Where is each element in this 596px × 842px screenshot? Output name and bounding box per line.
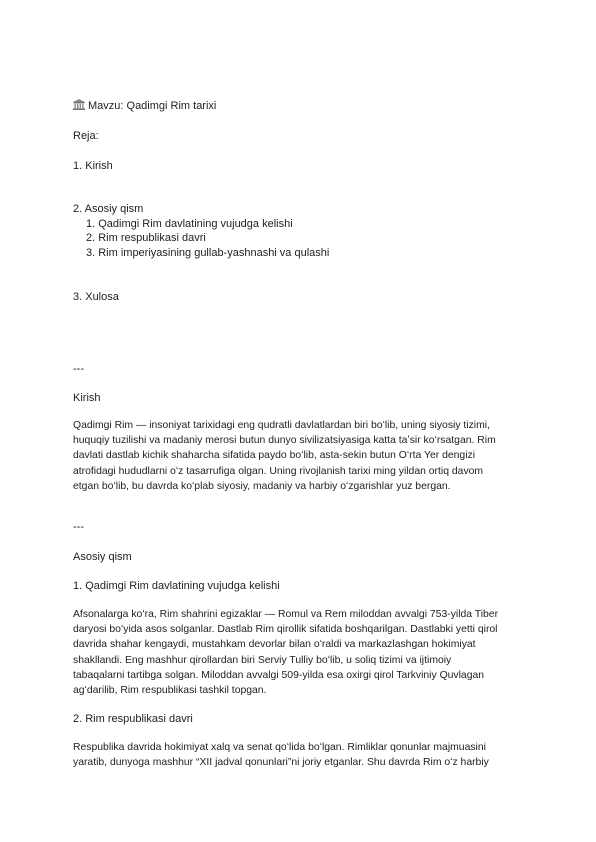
main-heading: Asosiy qism: [73, 551, 132, 563]
plan-heading: Reja:: [73, 130, 99, 142]
paragraph-line: daryosi boʻyida asos solganlar. Dastlab Rim qirollik sifatida boshqarilgan. Dastlabki yetti qirol: [73, 624, 498, 636]
paragraph-line: tabaqalarni tartibga solgan. Miloddan avvalgi 509-yilda esa oxirgi qirol Tarkviniy Quvlagan: [73, 669, 485, 681]
paragraph-line: davlati dastlab kichik shaharcha sifatida paydo boʻlib, asta-sekin butun Oʻrta Yer dengizi: [73, 450, 476, 462]
plan-item-1: 1. Kirish: [73, 160, 113, 172]
plan-item-2: 2. Asosiy qism: [73, 203, 144, 215]
paragraph-line: davrida shahar kengaydi, mustahkam devorlar bilan oʻraldi va markazlashgan hokimiyat: [73, 639, 476, 651]
plan-item-3: 3. Xulosa: [73, 291, 119, 303]
document-title-text: Mavzu: Qadimgi Rim tarixi: [88, 100, 217, 112]
classical-building-icon: [73, 99, 85, 110]
intro-heading: Kirish: [73, 392, 101, 404]
section-2-paragraph: [73, 740, 525, 770]
paragraph-line: huquqiy tuzilishi va madaniy merosi butun dunyo sivilizatsiyasiga katta taʼsir koʻrsatgan. Rim: [73, 435, 496, 447]
paragraph-line: yaratib, dunyoga mashhur “XII jadval qonunlari”ni joriy etganlar. Shu davrda Rim oʻz harbiy: [73, 757, 489, 769]
document-title: [73, 99, 216, 114]
plan-subitem-1: 1. Qadimgi Rim davlatining vujudga kelishi: [86, 218, 293, 230]
plan-subitem-3: 3. Rim imperiyasining gullab-yashnashi va qulashi: [86, 247, 330, 259]
paragraph-line: atrofidagi hududlarni oʻz tasarrufiga olgan. Uning rivojlanish tarixi ming yildan ortiq davom: [73, 465, 484, 477]
plan-subitem-2: 2. Rim respublikasi davri: [86, 232, 206, 244]
separator: ---: [73, 521, 84, 533]
paragraph-line: agʻdarilib, Rim respublikasi tashkil topgan.: [73, 685, 267, 697]
paragraph-line: Respublika davrida hokimiyat xalq va senat qoʻlida boʻlgan. Rimliklar qonunlar majmuasini: [73, 742, 486, 753]
paragraph-line: shakllandi. Eng mashhur qirollardan biri Serviy Tulliy boʻlib, u soliq tizimi va ijtimoiy: [73, 654, 452, 666]
section-1-heading: 1. Qadimgi Rim davlatining vujudga kelishi: [73, 580, 280, 592]
paragraph-line: etgan boʻlib, bu davrda koʻplab siyosiy, madaniy va harbiy oʻzgarishlar yuz bergan.: [73, 480, 451, 492]
separator: ---: [73, 363, 84, 375]
paragraph-line: Afsonalarga koʻra, Rim shahrini egizaklar — Romul va Rem miloddan avvalgi 753-yilda Tiber: [73, 609, 499, 620]
section-1-paragraph: [73, 607, 525, 698]
paragraph-line: Qadimgi Rim — insoniyat tarixidagi eng qudratli davlatlardan biri boʻlib, uning siyosiy tizimi,: [73, 420, 490, 431]
intro-paragraph: [73, 418, 525, 494]
section-2-heading: 2. Rim respublikasi davri: [73, 713, 193, 725]
